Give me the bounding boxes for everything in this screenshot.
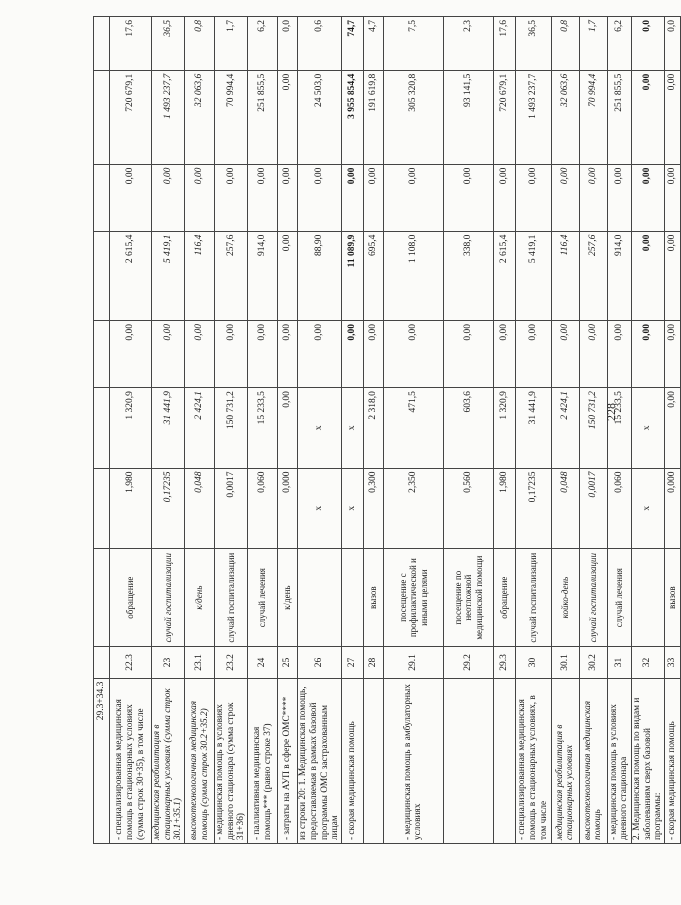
row-num: 23 [152, 647, 185, 678]
cell-value: 0,00 [185, 321, 215, 388]
cell-value: 0,00 [551, 164, 579, 231]
row-num: 23.2 [215, 647, 248, 678]
cell-value: 0,00 [631, 321, 664, 388]
row-name [443, 678, 493, 843]
table-row [383, 17, 443, 844]
row-unit: посещение с профилактической и иными целями [383, 548, 443, 646]
cell-value: 0,00 [383, 321, 443, 388]
cell-value: 0,8 [551, 17, 579, 71]
row-unit: случай лечения [248, 548, 278, 646]
row-unit: обращение [493, 548, 515, 646]
table-row [278, 17, 298, 844]
table-row [515, 17, 551, 844]
cell-value: 0,00 [215, 321, 248, 388]
cell-value: 24 503,0 [298, 70, 342, 164]
cell-value: 0,00 [278, 70, 298, 164]
cell-value: 0,00 [664, 231, 680, 320]
cell-value: 0,0 [278, 17, 298, 71]
cell-value: 914,0 [607, 231, 631, 320]
cell-value: 0,00 [493, 321, 515, 388]
cell-value: 0,00 [278, 321, 298, 388]
row-unit: обращение [110, 548, 152, 646]
header-formula: 29.3+34.3 [94, 678, 110, 843]
row-unit: вызов [363, 548, 383, 646]
cell-value: 0,17235 [515, 468, 551, 548]
cell-value: 0,00 [515, 164, 551, 231]
financing-table [93, 16, 681, 844]
row-num: 24 [248, 647, 278, 678]
row-unit: койко-день [551, 548, 579, 646]
cell-value: 720 679,1 [493, 70, 515, 164]
cell-value: 0,000 [664, 468, 680, 548]
cell-value: 88,90 [298, 231, 342, 320]
cell-value: 0,00 [383, 164, 443, 231]
row-name: из строки 20: 1. Медицинская помощь, предоставляемая в рамках базовой программы ОМС застрахованным лицам [298, 678, 342, 843]
cell-value: 1,7 [579, 17, 607, 71]
cell-value: 1,980 [110, 468, 152, 548]
cell-value: 0,00 [215, 164, 248, 231]
cell-value: 914,0 [248, 231, 278, 320]
cell-value: 2 615,4 [110, 231, 152, 320]
cell-value: 0,048 [185, 468, 215, 548]
row-name: 2. Медицинская помощь по видам и заболеваниям сверх базовой программы: [631, 678, 664, 843]
table-row [443, 17, 493, 844]
cell-value: x [631, 388, 664, 468]
cell-value: 251 855,5 [607, 70, 631, 164]
cell-value: 0,00 [631, 70, 664, 164]
cell-value: 36,5 [515, 17, 551, 71]
row-name [363, 678, 383, 843]
cell-value: 0,00 [278, 231, 298, 320]
cell-value: 0,00 [152, 321, 185, 388]
row-name: медицинская реабилитация в стационарных условиях (сумма строк 30.1+35.1) [152, 678, 185, 843]
cell-value: 0,00 [298, 321, 342, 388]
row-unit: вызов [664, 548, 680, 646]
cell-value: x [298, 468, 342, 548]
table-row [185, 17, 215, 844]
cell-value: 93 141,5 [443, 70, 493, 164]
cell-value: 0,0017 [215, 468, 248, 548]
cell-value: 0,00 [298, 164, 342, 231]
cell-value: 5 419,1 [515, 231, 551, 320]
cell-value: 31 441,9 [515, 388, 551, 468]
cell-value: 251 855,5 [248, 70, 278, 164]
cell-value: 32 063,6 [551, 70, 579, 164]
table-row [493, 17, 515, 844]
table-row [110, 17, 152, 844]
cell-value: 0,00 [341, 164, 363, 231]
row-name: - медицинская помощь в условиях дневного стационара [607, 678, 631, 843]
cell-value: 0,8 [185, 17, 215, 71]
cell-value: 257,6 [215, 231, 248, 320]
cell-value: 1 493 237,7 [515, 70, 551, 164]
cell-value: 0,6 [298, 17, 342, 71]
cell-value: 0,00 [363, 164, 383, 231]
cell-value: 0,0 [631, 17, 664, 71]
cell-value: 4,7 [363, 17, 383, 71]
rotated-table-page [93, 16, 678, 844]
row-unit: посещение по неотложной медицинской помощи [443, 548, 493, 646]
cell-value: 1 493 237,7 [152, 70, 185, 164]
cell-value: 1 108,0 [383, 231, 443, 320]
row-num: 23.1 [185, 647, 215, 678]
cell-value: 1 320,9 [493, 388, 515, 468]
cell-value: 6,2 [248, 17, 278, 71]
cell-value: 2 318,0 [363, 388, 383, 468]
row-num: 28 [363, 647, 383, 678]
row-name: - скорая медицинская помощь [664, 678, 680, 843]
row-num: 31 [607, 647, 631, 678]
cell-value: 15 233,5 [607, 388, 631, 468]
cell-value: 0,00 [664, 70, 680, 164]
cell-value: 0,00 [664, 321, 680, 388]
row-name [493, 678, 515, 843]
cell-value: 0,00 [278, 388, 298, 468]
row-num: 30.1 [551, 647, 579, 678]
row-num: 29.3 [493, 647, 515, 678]
cell-value: 7,5 [383, 17, 443, 71]
cell-value: 2 615,4 [493, 231, 515, 320]
cell-value: 0,00 [515, 321, 551, 388]
cell-value: 0,00 [664, 388, 680, 468]
row-num: 30.2 [579, 647, 607, 678]
cell-value: x [341, 468, 363, 548]
cell-value: 0,000 [278, 468, 298, 548]
table-row [664, 17, 680, 844]
cell-value: 0,00 [248, 164, 278, 231]
row-unit: случай лечения [607, 548, 631, 646]
cell-value: 0,00 [443, 321, 493, 388]
cell-value: 17,6 [493, 17, 515, 71]
cell-value: 2 424,1 [185, 388, 215, 468]
cell-value: 6,2 [607, 17, 631, 71]
cell-value: 471,5 [383, 388, 443, 468]
cell-value: 15 233,5 [248, 388, 278, 468]
cell-value: 0,00 [152, 164, 185, 231]
cell-value: 695,4 [363, 231, 383, 320]
table-row [363, 17, 383, 844]
cell-value: 0,00 [185, 164, 215, 231]
cell-value: 36,5 [152, 17, 185, 71]
row-num: 32 [631, 647, 664, 678]
cell-value: 191 619,8 [363, 70, 383, 164]
table-row [631, 17, 664, 844]
row-unit: случай госпитализации [579, 548, 607, 646]
row-unit: случай госпитализации [515, 548, 551, 646]
row-unit: случай госпитализации [215, 548, 248, 646]
cell-value: 0,560 [443, 468, 493, 548]
row-num: 26 [298, 647, 342, 678]
cell-value: 305 320,8 [383, 70, 443, 164]
row-unit: к/день [278, 548, 298, 646]
row-unit [631, 548, 664, 646]
cell-value: 0,00 [248, 321, 278, 388]
row-num: 22.3 [110, 647, 152, 678]
cell-value: 0,17235 [152, 468, 185, 548]
cell-value: 5 419,1 [152, 231, 185, 320]
row-num: 25 [278, 647, 298, 678]
cell-value: 0,00 [493, 164, 515, 231]
table-row [341, 17, 363, 844]
cell-value: 3 955 854,4 [341, 70, 363, 164]
cell-value: 0,00 [664, 164, 680, 231]
row-name: - затраты на АУП в сфере ОМС**** [278, 678, 298, 843]
cell-value: 70 994,4 [215, 70, 248, 164]
cell-value: 0,00 [341, 321, 363, 388]
cell-value: 32 063,6 [185, 70, 215, 164]
cell-value: 2,350 [383, 468, 443, 548]
cell-value: 0,00 [278, 164, 298, 231]
cell-value: 0,00 [579, 164, 607, 231]
row-unit [298, 548, 342, 646]
row-name: медицинская реабилитация в стационарных условиях [551, 678, 579, 843]
cell-value: 150 731,2 [215, 388, 248, 468]
cell-value: 0,00 [579, 321, 607, 388]
page-number: 228 [604, 403, 618, 421]
cell-value: x [298, 388, 342, 468]
cell-value: 31 441,9 [152, 388, 185, 468]
cell-value: 257,6 [579, 231, 607, 320]
row-name: высокотехнологичная медицинская помощь [579, 678, 607, 843]
table-row [152, 17, 185, 844]
cell-value: 0,060 [607, 468, 631, 548]
cell-value: 2,3 [443, 17, 493, 71]
cell-value: 0,00 [631, 164, 664, 231]
row-name: - специализированная медицинская помощь в стационарных условиях (сумма строк 30+35), в том числе [110, 678, 152, 843]
table-row [298, 17, 342, 844]
cell-value: 0,00 [607, 164, 631, 231]
cell-value: 0,0 [664, 17, 680, 71]
cell-value: 1,7 [215, 17, 248, 71]
cell-value: 70 994,4 [579, 70, 607, 164]
cell-value: 2 424,1 [551, 388, 579, 468]
table-header-row [94, 17, 110, 844]
row-unit: к/день [185, 548, 215, 646]
row-num: 33 [664, 647, 680, 678]
cell-value: 0,00 [607, 321, 631, 388]
cell-value: 0,0017 [579, 468, 607, 548]
row-unit [341, 548, 363, 646]
cell-value: 0,00 [551, 321, 579, 388]
cell-value: 17,6 [110, 17, 152, 71]
cell-value: 11 089,9 [341, 231, 363, 320]
cell-value: 74,7 [341, 17, 363, 71]
cell-value: 0,300 [363, 468, 383, 548]
cell-value: x [341, 388, 363, 468]
cell-value: 0,00 [443, 164, 493, 231]
cell-value: 0,00 [363, 321, 383, 388]
cell-value: 1 320,9 [110, 388, 152, 468]
cell-value: 0,060 [248, 468, 278, 548]
cell-value: 0,00 [110, 164, 152, 231]
row-unit: случай госпитализации [152, 548, 185, 646]
cell-value: 150 731,2 [579, 388, 607, 468]
row-name: - паллиативная медицинская помощь*** (равно строке 37) [248, 678, 278, 843]
row-name: - скорая медицинская помощь [341, 678, 363, 843]
cell-value: 116,4 [551, 231, 579, 320]
table-row [215, 17, 248, 844]
cell-value: x [631, 468, 664, 548]
row-num: 27 [341, 647, 363, 678]
row-num: 30 [515, 647, 551, 678]
cell-value: 720 679,1 [110, 70, 152, 164]
row-name: - специализированная медицинская помощь в стационарных условиях, в том числе [515, 678, 551, 843]
cell-value: 0,048 [551, 468, 579, 548]
row-name: - медицинская помощь в амбулаторных условиях [383, 678, 443, 843]
table-row [551, 17, 579, 844]
row-num: 29.1 [383, 647, 443, 678]
row-name: - медицинская помощь в условиях дневного стационара (сумма строк 31+36) [215, 678, 248, 843]
row-num: 29.2 [443, 647, 493, 678]
cell-value: 1,980 [493, 468, 515, 548]
cell-value: 0,00 [110, 321, 152, 388]
table-row [248, 17, 278, 844]
cell-value: 338,0 [443, 231, 493, 320]
cell-value: 603,6 [443, 388, 493, 468]
cell-value: 116,4 [185, 231, 215, 320]
row-name: высокотехнологичная медицинская помощь (сумма строк 30.2+35.2) [185, 678, 215, 843]
cell-value: 0,00 [631, 231, 664, 320]
